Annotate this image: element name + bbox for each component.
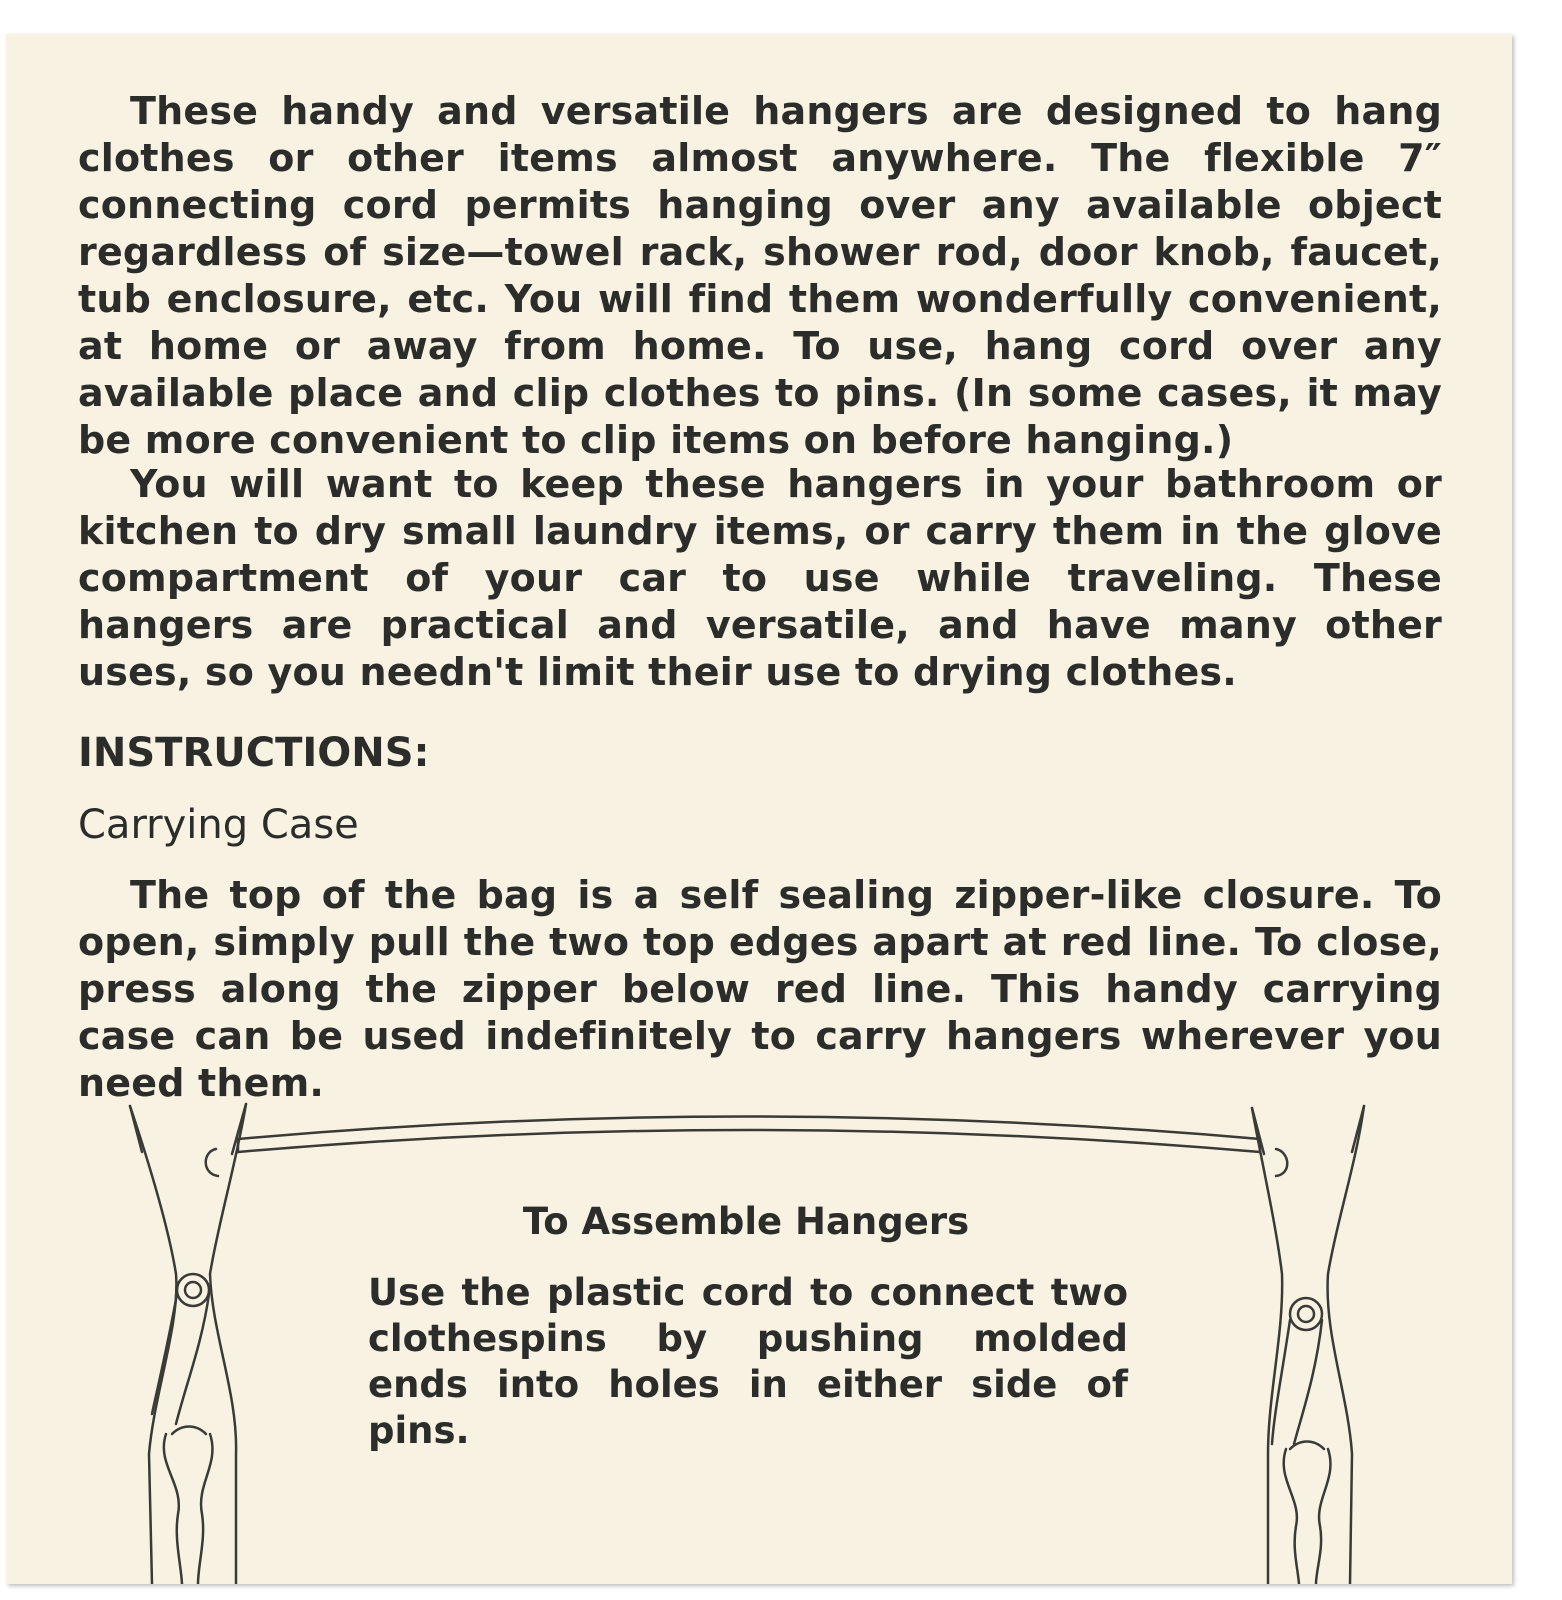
assemble-paragraph: Use the plastic cord to connect two clothespins by pushing molded ends into holes in either side of pins. — [368, 1271, 1128, 1452]
carrying-case-paragraph: The top of the bag is a self sealing zipper-like closure. To open, simply pull the two top edges apart at red line. To close, press along the zipper below red line. This handy carrying case can be used indefinitely to carry hangers wherever you need them. — [78, 873, 1442, 1105]
cord-icon — [238, 1117, 1260, 1153]
intro-paragraph-1: These handy and versatile hangers are designed to hang clothes or other items almost anywhere. The flexible 7″ connecting cord permits hanging over any available object regardless of size—towel rack, shower rod, door knob, faucet, tub enclosure, etc. You will find them wonderfully convenient, at home or away from home. To use, hang cord over any available place and clip clothes to pins. (In some cases, it may be more convenient to clip items on before hanging.) — [78, 89, 1442, 462]
assemble-heading: To Assemble Hangers — [522, 1200, 970, 1243]
intro-paragraph-2: You will want to keep these hangers in your bathroom or kitchen to dry small laundry items, or carry them in the glove compartment of your car to use while traveling. These hangers are practical and versatile, and have many other uses, so you needn't limit their use to drying clothes. — [78, 462, 1442, 694]
carrying-case-heading: Carrying Case — [78, 802, 359, 848]
clothespin-icon — [130, 1104, 246, 1584]
clothespin-icon — [1252, 1106, 1364, 1584]
instructions-heading: INSTRUCTIONS: — [78, 730, 430, 776]
instruction-sheet — [6, 34, 1512, 1584]
